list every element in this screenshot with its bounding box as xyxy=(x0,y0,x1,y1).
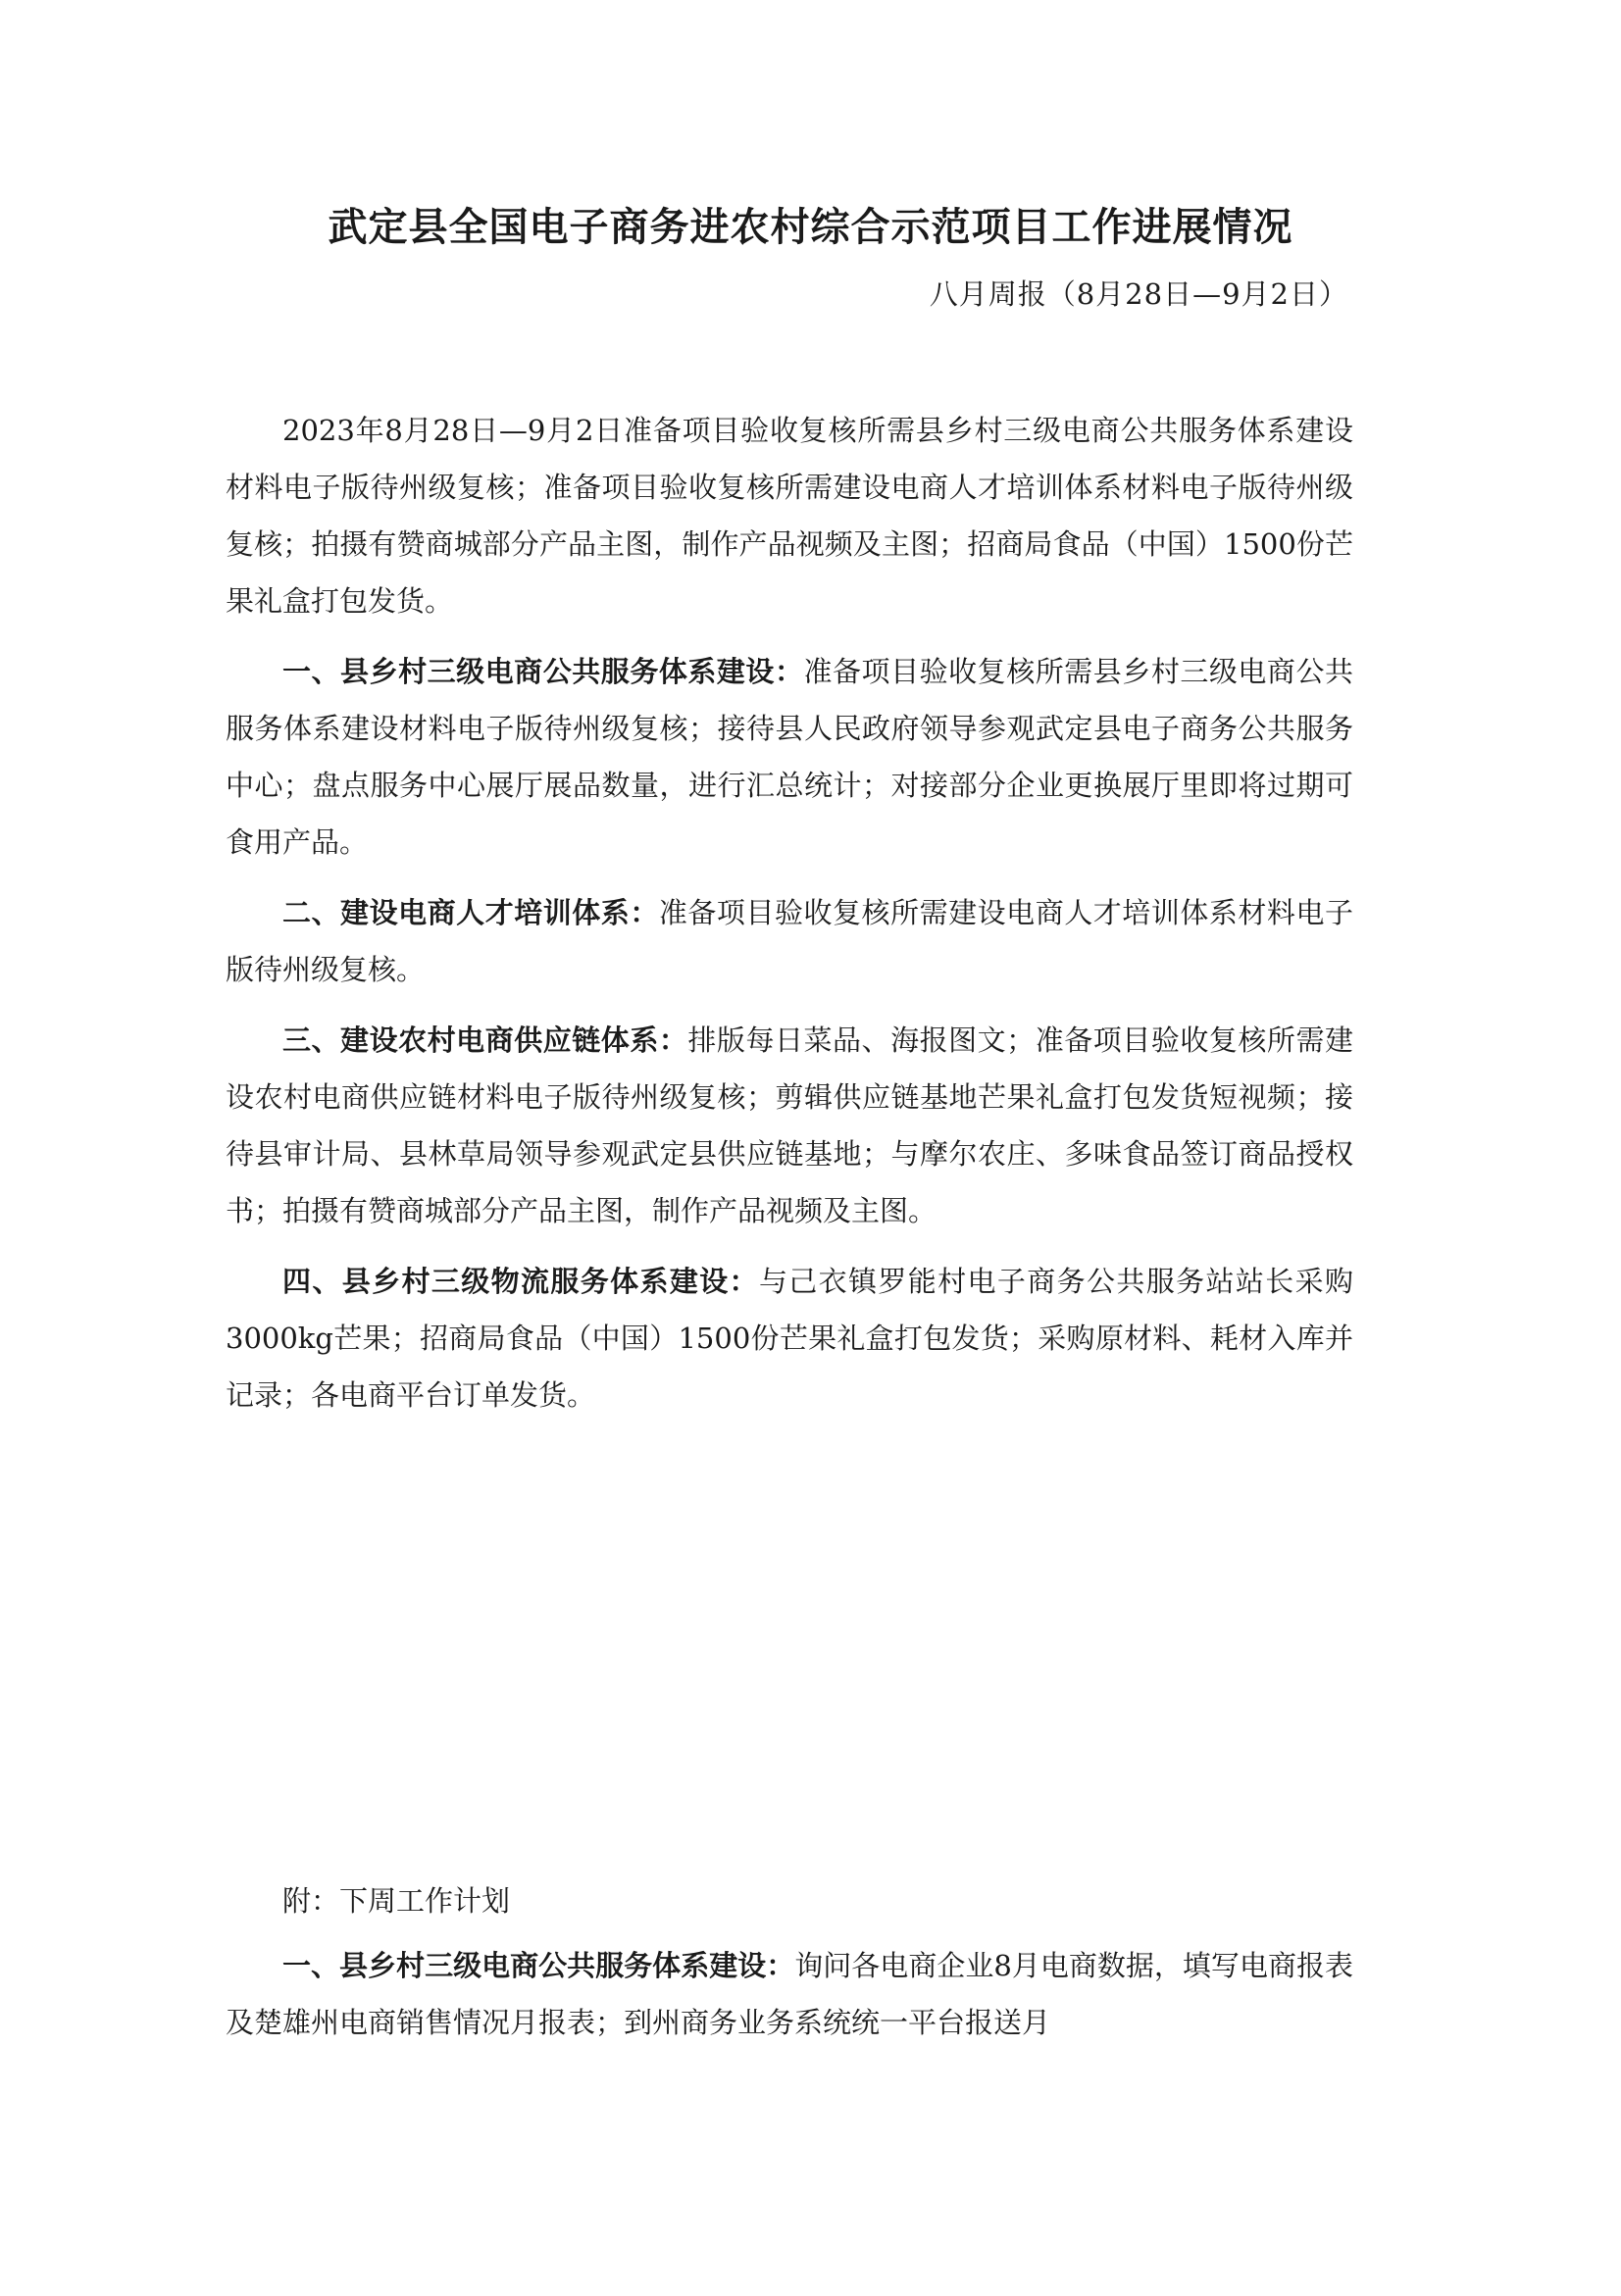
paragraph-text: 排版每日菜品、海报图文；准备项目验收复核所需建设农村电商供应链材料电子版待州级复核；剪辑供应链基地芒果礼盒打包发货短视频；接待县审计局、县林草局领导参观武定县供应链基地；与摩尔农庄、多味食品签订商品授权书；拍摄有赞商城部分产品主图，制作产品视频及主图。 xyxy=(226,1023,1353,1227)
paragraph-text: 2023年8月28日—9月2日准备项目验收复核所需县乡村三级电商公共服务体系建设材料电子版待州级复核；准备项目验收复核所需建设电商人才培训体系材料电子版待州级复核；拍摄有赞商城部分产品主图，制作产品视频及主图；招商局食品（中国）1500份芒果礼盒打包发货。 xyxy=(226,414,1353,618)
next-week-plan xyxy=(226,1872,1353,2065)
paragraph-text: 与己衣镇罗能村电子商务公共服务站站长采购3000kg芒果；招商局食品（中国）1500份芒果礼盒打包发货；采购原材料、耗材入库并记录；各电商平台订单发货。 xyxy=(226,1265,1353,1412)
section-supply-chain xyxy=(226,1012,1353,1239)
next-week-item xyxy=(226,1937,1353,2051)
section-heading: 一、县乡村三级电商公共服务体系建设： xyxy=(282,655,804,688)
paragraph-text: 准备项目验收复核所需县乡村三级电商公共服务体系建设材料电子版待州级复核；接待县人民政府领导参观武定县电子商务公共服务中心；盘点服务中心展厅展品数量，进行汇总统计；对接部分企业更换展厅里即将过期可食用产品。 xyxy=(226,655,1353,859)
paragraph-text: 准备项目验收复核所需建设电商人才培训体系材料电子版待州级复核。 xyxy=(226,896,1353,986)
section-logistics xyxy=(226,1253,1353,1423)
section-talent-training xyxy=(226,884,1353,998)
report-body xyxy=(226,402,1353,1437)
section-heading: 一、县乡村三级电商公共服务体系建设： xyxy=(282,1949,795,1982)
document-subtitle: 八月周报（8月28日—9月2日） xyxy=(929,277,1348,311)
section-heading: 三、建设农村电商供应链体系： xyxy=(282,1023,688,1057)
next-week-heading xyxy=(226,1872,1353,1929)
paragraph-text: 询问各电商企业8月电商数据，填写电商报表及楚雄州电商销售情况月报表；到州商务业务系统统一平台报送月 xyxy=(226,1949,1353,2039)
document-title: 武定县全国电子商务进农村综合示范项目工作进展情况 xyxy=(328,205,1293,250)
section-public-service xyxy=(226,643,1353,871)
section-heading: 二、建设电商人才培训体系： xyxy=(282,896,659,929)
section-heading: 四、县乡村三级物流服务体系建设： xyxy=(282,1265,759,1298)
next-week-heading-text: 附：下周工作计划 xyxy=(282,1884,511,1918)
summary-paragraph xyxy=(226,402,1353,629)
